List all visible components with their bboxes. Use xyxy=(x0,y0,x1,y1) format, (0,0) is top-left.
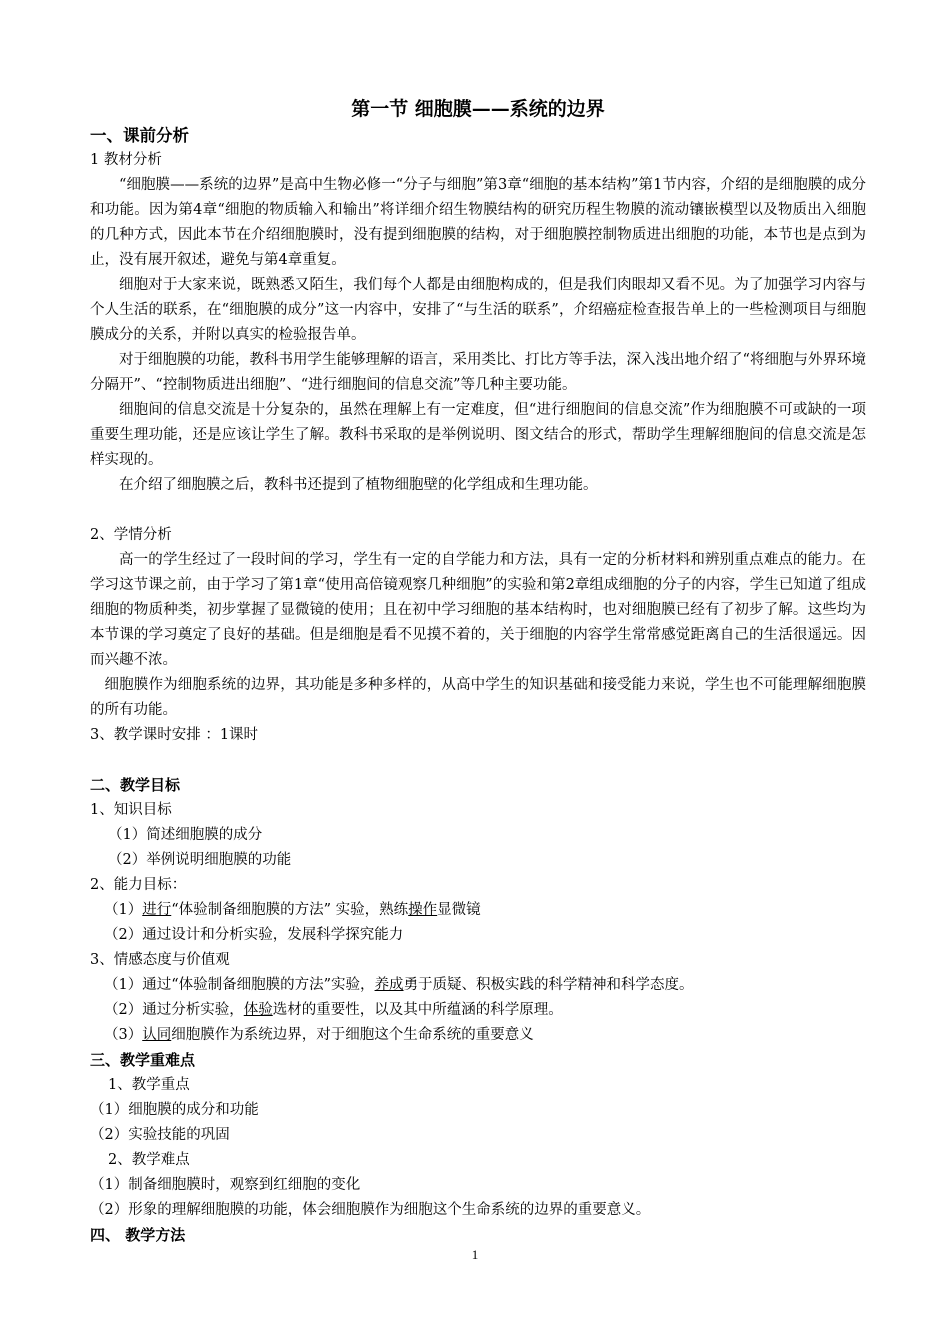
focus-title: 1、教学重点 xyxy=(108,1077,190,1093)
text: （1） xyxy=(104,902,143,918)
paragraph: 细胞间的信息交流是十分复杂的，虽然在理解上有一定难度，但“进行细胞间的信息交流”作为细胞膜不可或缺的一项重要生理功能，还是应该让学生了解。教科书采取的是举例说明、图文结合的形式，帮助学生理解细胞间的信息交流是怎样实现的。 xyxy=(90,402,866,468)
section-2-heading: 二、教学目标 xyxy=(90,776,181,794)
emotion-goals-title: 3、情感态度与价值观 xyxy=(90,952,230,968)
text: 勇于质疑、积极实践的科学精神和科学态度。 xyxy=(403,977,694,993)
subsection-class-hours: 3、教学课时安排 ：1课时 xyxy=(90,727,259,743)
list-item xyxy=(90,898,866,923)
section-3-heading: 三、教学重难点 xyxy=(90,1051,196,1069)
section-4-heading: 四、 教学方法 xyxy=(90,1226,186,1244)
document-page xyxy=(90,96,866,1248)
text: 选材的重要性，以及其中所蕴涵的科学原理。 xyxy=(272,1002,563,1018)
paragraph: 细胞对于大家来说，既熟悉又陌生，我们每个人都是由细胞构成的，但是我们肉眼却又看不见。为了加强学习内容与个人生活的联系，在“细胞膜的成分”这一内容中，安排了“与生活的联系”，介绍癌症检查报告单上的一些检测项目与细胞膜成分的关系，并附以真实的检验报告单。 xyxy=(90,277,866,343)
underlined-text: 养成 xyxy=(374,977,404,993)
paragraph: 细胞膜作为细胞系统的边界，其功能是多种多样的，从高中学生的知识基础和接受能力来说，学生也不可能理解细胞膜的所有功能。 xyxy=(90,677,866,718)
document-title: 第一节 细胞膜——系统的边界 xyxy=(351,98,605,120)
ability-goals-title: 2、能力目标： xyxy=(90,877,187,893)
section-1-heading: 一、课前分析 xyxy=(90,126,189,145)
text: 显微镜 xyxy=(437,902,481,918)
text: “体验制备细胞膜的方法” 实验，熟练 xyxy=(171,902,409,918)
underlined-text: 操作 xyxy=(408,902,438,918)
list-item: （2）通过设计和分析实验，发展科学探究能力 xyxy=(104,927,404,943)
paragraph: “细胞膜——系统的边界”是高中生物必修一“分子与细胞”第3章“细胞的基本结构”第1节内容，介绍的是细胞膜的成分和功能。因为第4章“细胞的物质输入和输出”将详细介绍生物膜结构的研究历程生物膜的流动镶嵌模型以及物质出入细胞的几种方式，因此本节在介绍细胞膜时，没有提到细胞膜的结构，对于细胞膜控制物质进出细胞的功能，本节也是点到为止，没有展开叙述，避免与第4章重复。 xyxy=(90,177,866,268)
text: （3） xyxy=(104,1027,143,1043)
underlined-text: 体验 xyxy=(243,1002,273,1018)
list-item: （2）形象的理解细胞膜的功能，体会细胞膜作为细胞这个生命系统的边界的重要意义。 xyxy=(90,1202,651,1218)
difficulty-title: 2、教学难点 xyxy=(108,1152,190,1168)
knowledge-goals-title: 1、知识目标 xyxy=(90,802,172,818)
text: 细胞膜作为系统边界，对于细胞这个生命系统的重要意义 xyxy=(171,1027,534,1043)
text: （2）通过分析实验， xyxy=(104,1002,244,1018)
text: （1）通过“体验制备细胞膜的方法”实验， xyxy=(104,977,375,993)
paragraph: 在介绍了细胞膜之后，教科书还提到了植物细胞壁的化学组成和生理功能。 xyxy=(119,477,598,493)
list-item: （2）举例说明细胞膜的功能 xyxy=(108,852,292,868)
paragraph: 对于细胞膜的功能，教科书用学生能够理解的语言，采用类比、打比方等手法，深入浅出地介绍了“将细胞与外界环境分隔开”、“控制物质进出细胞”、“进行细胞间的信息交流”等几种主要功能。 xyxy=(90,352,866,393)
list-item: （1）制备细胞膜时，观察到红细胞的变化 xyxy=(90,1177,361,1193)
paragraph: 高一的学生经过了一段时间的学习，学生有一定的自学能力和方法，具有一定的分析材料和辨别重点难点的能力。在学习这节课之前，由于学习了第1章“使用高倍镜观察几种细胞”的实验和第2章组成细胞的分子的内容，学生已知道了组成细胞的物质种类，初步掌握了显微镜的使用；且在初中学习细胞的基本结构时，也对细胞膜已经有了初步了解。这些均为本节课的学习奠定了良好的基础。但是细胞是看不见摸不着的，关于细胞的内容学生常常感觉距离自己的生活很遥远。因而兴趣不浓。 xyxy=(90,552,866,668)
underlined-text: 认同 xyxy=(142,1027,172,1043)
list-item xyxy=(90,973,866,998)
spacer xyxy=(90,498,866,523)
underlined-text: 进行 xyxy=(142,902,172,918)
subsection-student-analysis: 2、学情分析 xyxy=(90,527,172,543)
spacer xyxy=(90,748,866,773)
list-item: （2）实验技能的巩固 xyxy=(90,1127,230,1143)
subsection-textbook-analysis: 1 教材分析 xyxy=(90,152,162,168)
list-item: （1）细胞膜的成分和功能 xyxy=(90,1102,259,1118)
page-number: 1 xyxy=(471,1247,479,1262)
list-item: （1）简述细胞膜的成分 xyxy=(108,827,263,843)
list-item xyxy=(90,998,866,1023)
list-item xyxy=(90,1023,866,1048)
